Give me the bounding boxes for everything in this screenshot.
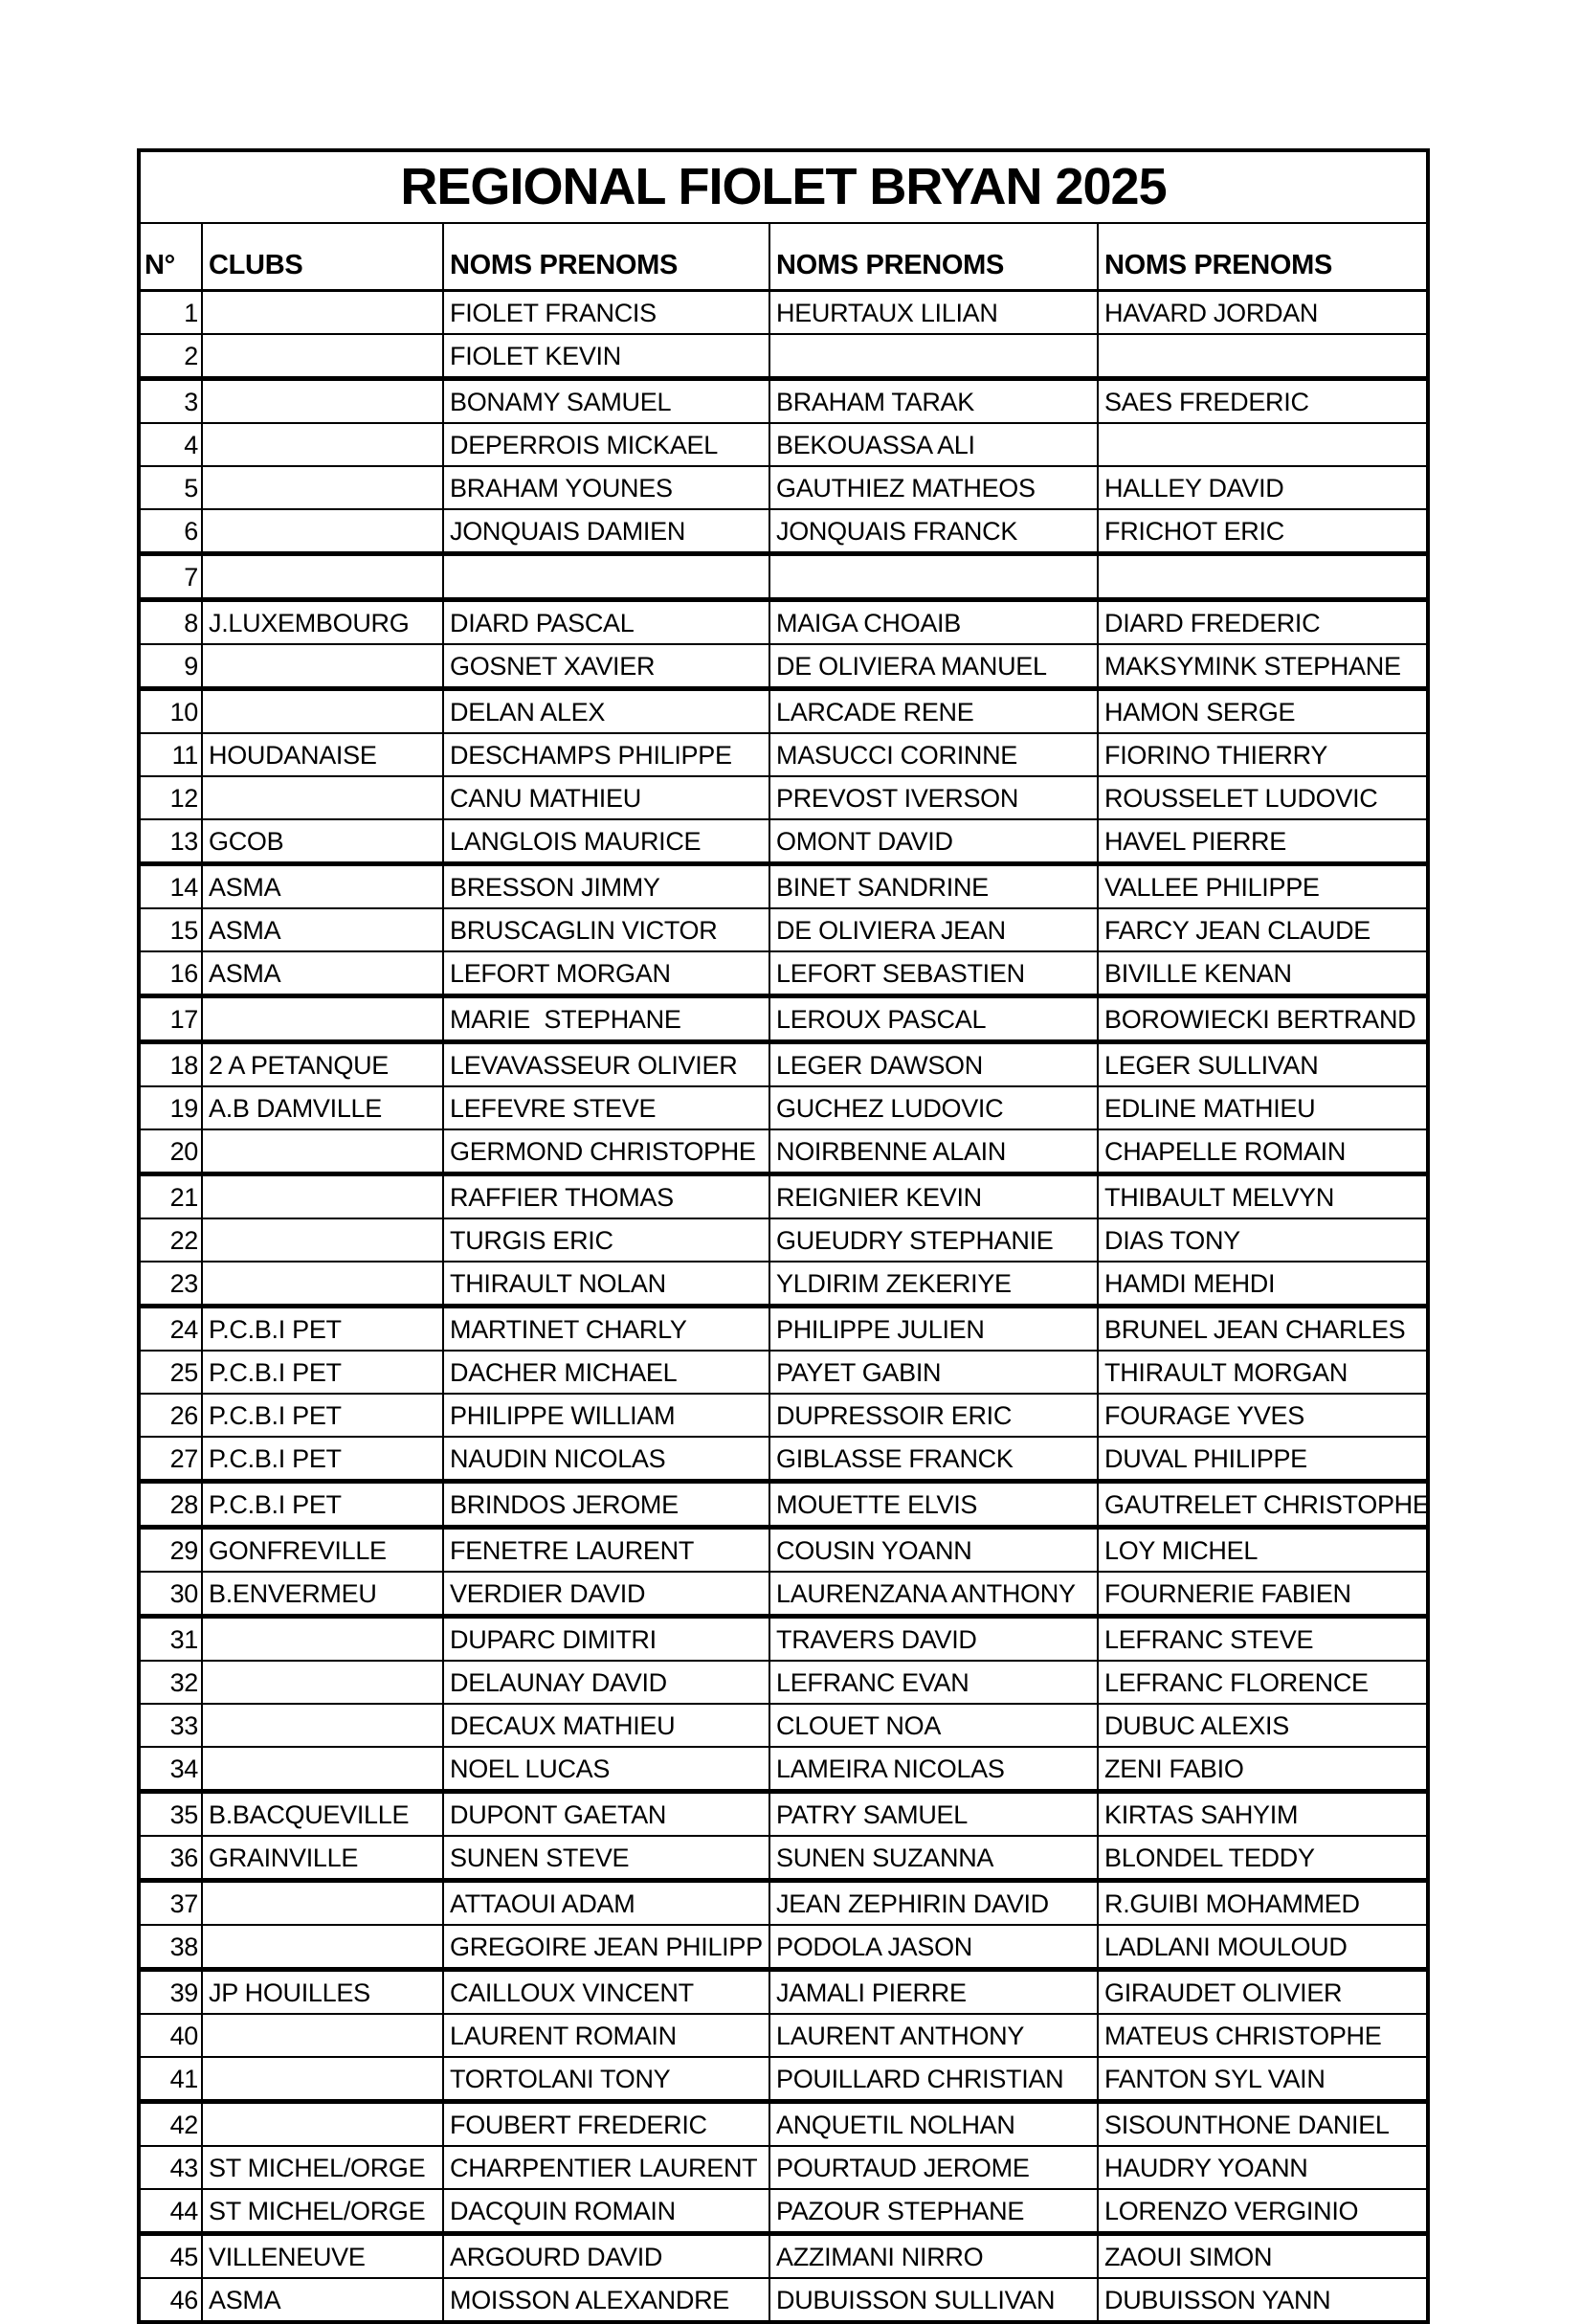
club-cell: GCOB	[202, 819, 443, 864]
club-cell	[202, 1218, 443, 1262]
player2-cell: AZZIMANI NIRRO	[769, 2234, 1098, 2279]
row-number-cell: 10	[139, 689, 202, 734]
row-number-cell: 39	[139, 1970, 202, 2015]
table-body	[139, 150, 1428, 2322]
row-number-cell: 36	[139, 1836, 202, 1881]
row-number-cell: 25	[139, 1351, 202, 1394]
player2-cell: PAYET GABIN	[769, 1351, 1098, 1394]
row-number-cell: 30	[139, 1572, 202, 1617]
club-cell: HOUDANAISE	[202, 733, 443, 776]
club-cell	[202, 423, 443, 466]
row-number-cell: 12	[139, 776, 202, 819]
player1-cell: DELAUNAY DAVID	[443, 1661, 769, 1704]
club-cell	[202, 1661, 443, 1704]
club-cell: B.BACQUEVILLE	[202, 1792, 443, 1837]
club-cell: GONFREVILLE	[202, 1528, 443, 1573]
player1-cell: FIOLET FRANCIS	[443, 291, 769, 335]
table-row	[139, 423, 1428, 466]
player1-cell: CAILLOUX VINCENT	[443, 1970, 769, 2015]
player1-cell: LEVAVASSEUR OLIVIER	[443, 1042, 769, 1087]
player2-cell: ANQUETIL NOLHAN	[769, 2102, 1098, 2147]
club-cell	[202, 291, 443, 335]
row-number-cell: 42	[139, 2102, 202, 2147]
player1-cell: DACHER MICHAEL	[443, 1351, 769, 1394]
player3-cell: CHAPELLE ROMAIN	[1098, 1129, 1428, 1174]
player3-cell: THIBAULT MELVYN	[1098, 1174, 1428, 1219]
club-cell	[202, 1925, 443, 1970]
club-cell	[202, 644, 443, 689]
row-number-cell: 4	[139, 423, 202, 466]
table-row	[139, 554, 1428, 600]
player2-cell: BINET SANDRINE	[769, 864, 1098, 909]
player3-cell: DIARD FREDERIC	[1098, 600, 1428, 645]
player2-cell: POUILLARD CHRISTIAN	[769, 2057, 1098, 2102]
club-cell	[202, 334, 443, 379]
club-cell	[202, 996, 443, 1042]
row-number-cell: 2	[139, 334, 202, 379]
player1-cell: FIOLET KEVIN	[443, 334, 769, 379]
player3-cell	[1098, 423, 1428, 466]
player3-cell	[1098, 554, 1428, 600]
player1-cell: GERMOND CHRISTOPHE	[443, 1129, 769, 1174]
row-number-cell: 19	[139, 1086, 202, 1129]
table-row	[139, 1086, 1428, 1129]
club-cell: B.ENVERMEU	[202, 1572, 443, 1617]
player3-cell: HAMON SERGE	[1098, 689, 1428, 734]
club-cell	[202, 379, 443, 424]
player1-cell: RAFFIER THOMAS	[443, 1174, 769, 1219]
row-number-cell: 29	[139, 1528, 202, 1573]
player3-cell: BIVILLE KENAN	[1098, 951, 1428, 996]
row-number-cell: 5	[139, 466, 202, 509]
player1-cell: FENETRE LAURENT	[443, 1528, 769, 1573]
player1-cell: ATTAOUI ADAM	[443, 1881, 769, 1926]
club-cell: ST MICHEL/ORGE	[202, 2189, 443, 2234]
table-row	[139, 1307, 1428, 1352]
player2-cell: MOUETTE ELVIS	[769, 1482, 1098, 1528]
player2-cell: HEURTAUX LILIAN	[769, 291, 1098, 335]
club-cell	[202, 466, 443, 509]
table-row	[139, 776, 1428, 819]
table-row	[139, 466, 1428, 509]
player3-cell: DUVAL PHILIPPE	[1098, 1437, 1428, 1482]
row-number-cell: 9	[139, 644, 202, 689]
table-row	[139, 689, 1428, 734]
row-number-cell: 34	[139, 1747, 202, 1792]
row-number-cell: 46	[139, 2278, 202, 2322]
club-cell	[202, 1617, 443, 1662]
club-cell: ASMA	[202, 951, 443, 996]
player2-cell: TRAVERS DAVID	[769, 1617, 1098, 1662]
player3-cell: GAUTRELET CHRISTOPHE	[1098, 1482, 1428, 1528]
club-cell: P.C.B.I PET	[202, 1351, 443, 1394]
player2-cell: PREVOST IVERSON	[769, 776, 1098, 819]
row-number-cell: 27	[139, 1437, 202, 1482]
player2-cell	[769, 334, 1098, 379]
club-cell	[202, 2057, 443, 2102]
player3-cell: FRICHOT ERIC	[1098, 509, 1428, 554]
player2-cell: DUPRESSOIR ERIC	[769, 1394, 1098, 1437]
player1-cell: BRUSCAGLIN VICTOR	[443, 908, 769, 951]
player3-cell: HAVARD JORDAN	[1098, 291, 1428, 335]
player2-cell: PHILIPPE JULIEN	[769, 1307, 1098, 1352]
row-number-cell: 24	[139, 1307, 202, 1352]
table-row	[139, 1881, 1428, 1926]
player2-cell	[769, 554, 1098, 600]
player3-cell: LADLANI MOULOUD	[1098, 1925, 1428, 1970]
player3-cell: EDLINE MATHIEU	[1098, 1086, 1428, 1129]
table-row	[139, 996, 1428, 1042]
row-number-cell: 1	[139, 291, 202, 335]
club-cell: J.LUXEMBOURG	[202, 600, 443, 645]
player1-cell: NAUDIN NICOLAS	[443, 1437, 769, 1482]
column-header-number: N°	[139, 223, 202, 291]
player3-cell: GIRAUDET OLIVIER	[1098, 1970, 1428, 2015]
club-cell: ASMA	[202, 864, 443, 909]
club-cell	[202, 554, 443, 600]
player3-cell: BLONDEL TEDDY	[1098, 1836, 1428, 1881]
player2-cell: MAIGA CHOAIB	[769, 600, 1098, 645]
table-row	[139, 1792, 1428, 1837]
player1-cell: PHILIPPE WILLIAM	[443, 1394, 769, 1437]
club-cell	[202, 1747, 443, 1792]
player2-cell: LAURENZANA ANTHONY	[769, 1572, 1098, 1617]
club-cell: A.B DAMVILLE	[202, 1086, 443, 1129]
club-cell: ASMA	[202, 908, 443, 951]
player1-cell: DACQUIN ROMAIN	[443, 2189, 769, 2234]
table-row	[139, 1661, 1428, 1704]
player3-cell: LEFRANC FLORENCE	[1098, 1661, 1428, 1704]
player1-cell: BONAMY SAMUEL	[443, 379, 769, 424]
table-row	[139, 1970, 1428, 2015]
player2-cell: DE OLIVIERA MANUEL	[769, 644, 1098, 689]
player1-cell: TORTOLANI TONY	[443, 2057, 769, 2102]
table-row	[139, 2057, 1428, 2102]
table-row	[139, 2234, 1428, 2279]
table-row	[139, 2189, 1428, 2234]
row-number-cell: 18	[139, 1042, 202, 1087]
table-row	[139, 1262, 1428, 1307]
player1-cell: CHARPENTIER LAURENT	[443, 2146, 769, 2189]
table-row	[139, 600, 1428, 645]
club-cell	[202, 1704, 443, 1747]
club-cell	[202, 689, 443, 734]
player1-cell: BRESSON JIMMY	[443, 864, 769, 909]
table-row	[139, 1617, 1428, 1662]
table-row	[139, 1437, 1428, 1482]
row-number-cell: 37	[139, 1881, 202, 1926]
player3-cell: VALLEE PHILIPPE	[1098, 864, 1428, 909]
player3-cell: FIORINO THIERRY	[1098, 733, 1428, 776]
player2-cell: GIBLASSE FRANCK	[769, 1437, 1098, 1482]
table-row	[139, 379, 1428, 424]
player2-cell: GUEUDRY STEPHANIE	[769, 1218, 1098, 1262]
player3-cell: KIRTAS SAHYIM	[1098, 1792, 1428, 1837]
player2-cell: COUSIN YOANN	[769, 1528, 1098, 1573]
club-cell: ST MICHEL/ORGE	[202, 2146, 443, 2189]
row-number-cell: 38	[139, 1925, 202, 1970]
player3-cell: ZENI FABIO	[1098, 1747, 1428, 1792]
club-cell	[202, 1262, 443, 1307]
row-number-cell: 43	[139, 2146, 202, 2189]
player2-cell: LAURENT ANTHONY	[769, 2014, 1098, 2057]
table-row	[139, 864, 1428, 909]
player2-cell: BEKOUASSA ALI	[769, 423, 1098, 466]
player2-cell: MASUCCI CORINNE	[769, 733, 1098, 776]
table-row	[139, 1042, 1428, 1087]
row-number-cell: 15	[139, 908, 202, 951]
table-row	[139, 733, 1428, 776]
player3-cell: LEGER SULLIVAN	[1098, 1042, 1428, 1087]
club-cell	[202, 1881, 443, 1926]
player1-cell	[443, 554, 769, 600]
table-row	[139, 2102, 1428, 2147]
row-number-cell: 33	[139, 1704, 202, 1747]
player2-cell: POURTAUD JEROME	[769, 2146, 1098, 2189]
row-number-cell: 23	[139, 1262, 202, 1307]
player2-cell: DUBUISSON SULLIVAN	[769, 2278, 1098, 2322]
club-cell: ASMA	[202, 2278, 443, 2322]
row-number-cell: 45	[139, 2234, 202, 2279]
player1-cell: DECAUX MATHIEU	[443, 1704, 769, 1747]
player2-cell: PAZOUR STEPHANE	[769, 2189, 1098, 2234]
player1-cell: NOEL LUCAS	[443, 1747, 769, 1792]
club-cell: P.C.B.I PET	[202, 1482, 443, 1528]
table-row	[139, 2278, 1428, 2322]
club-cell	[202, 776, 443, 819]
player1-cell: DIARD PASCAL	[443, 600, 769, 645]
player1-cell: GOSNET XAVIER	[443, 644, 769, 689]
player2-cell: JONQUAIS FRANCK	[769, 509, 1098, 554]
player3-cell: THIRAULT MORGAN	[1098, 1351, 1428, 1394]
player2-cell: YLDIRIM ZEKERIYE	[769, 1262, 1098, 1307]
player2-cell: GAUTHIEZ MATHEOS	[769, 466, 1098, 509]
player2-cell: REIGNIER KEVIN	[769, 1174, 1098, 1219]
player2-cell: BRAHAM TARAK	[769, 379, 1098, 424]
player3-cell: FANTON SYL VAIN	[1098, 2057, 1428, 2102]
player1-cell: LEFORT MORGAN	[443, 951, 769, 996]
player1-cell: MARTINET CHARLY	[443, 1307, 769, 1352]
player2-cell: JEAN ZEPHIRIN DAVID	[769, 1881, 1098, 1926]
player1-cell: THIRAULT NOLAN	[443, 1262, 769, 1307]
player2-cell: LEFRANC EVAN	[769, 1661, 1098, 1704]
player1-cell: MARIE STEPHANE	[443, 996, 769, 1042]
column-header-player3: NOMS PRENOMS	[1098, 223, 1428, 291]
header-row	[139, 223, 1428, 291]
player2-cell: GUCHEZ LUDOVIC	[769, 1086, 1098, 1129]
player1-cell: DELAN ALEX	[443, 689, 769, 734]
club-cell	[202, 2102, 443, 2147]
club-cell	[202, 2014, 443, 2057]
player1-cell: LEFEVRE STEVE	[443, 1086, 769, 1129]
player1-cell: DESCHAMPS PHILIPPE	[443, 733, 769, 776]
player3-cell: SAES FREDERIC	[1098, 379, 1428, 424]
club-cell: P.C.B.I PET	[202, 1394, 443, 1437]
row-number-cell: 3	[139, 379, 202, 424]
table-row	[139, 334, 1428, 379]
table-row	[139, 1174, 1428, 1219]
row-number-cell: 26	[139, 1394, 202, 1437]
player1-cell: CANU MATHIEU	[443, 776, 769, 819]
player1-cell: SUNEN STEVE	[443, 1836, 769, 1881]
player1-cell: LANGLOIS MAURICE	[443, 819, 769, 864]
player2-cell: CLOUET NOA	[769, 1704, 1098, 1747]
table-row	[139, 1218, 1428, 1262]
player3-cell: LOY MICHEL	[1098, 1528, 1428, 1573]
player2-cell: DE OLIVIERA JEAN	[769, 908, 1098, 951]
row-number-cell: 31	[139, 1617, 202, 1662]
table-row	[139, 1925, 1428, 1970]
player3-cell: R.GUIBI MOHAMMED	[1098, 1881, 1428, 1926]
player3-cell: LEFRANC STEVE	[1098, 1617, 1428, 1662]
club-cell	[202, 1174, 443, 1219]
player3-cell: HAUDRY YOANN	[1098, 2146, 1428, 2189]
player1-cell: GREGOIRE JEAN PHILIPP	[443, 1925, 769, 1970]
row-number-cell: 16	[139, 951, 202, 996]
player3-cell: MAKSYMINK STEPHANE	[1098, 644, 1428, 689]
player1-cell: JONQUAIS DAMIEN	[443, 509, 769, 554]
row-number-cell: 6	[139, 509, 202, 554]
club-cell	[202, 1129, 443, 1174]
table-row	[139, 1351, 1428, 1394]
table-row	[139, 644, 1428, 689]
row-number-cell: 35	[139, 1792, 202, 1837]
player1-cell: BRAHAM YOUNES	[443, 466, 769, 509]
row-number-cell: 40	[139, 2014, 202, 2057]
title-row	[139, 150, 1428, 223]
row-number-cell: 22	[139, 1218, 202, 1262]
player3-cell: HAMDI MEHDI	[1098, 1262, 1428, 1307]
player2-cell: SUNEN SUZANNA	[769, 1836, 1098, 1881]
player2-cell: LEFORT SEBASTIEN	[769, 951, 1098, 996]
player1-cell: FOUBERT FREDERIC	[443, 2102, 769, 2147]
row-number-cell: 13	[139, 819, 202, 864]
column-header-player1: NOMS PRENOMS	[443, 223, 769, 291]
row-number-cell: 7	[139, 554, 202, 600]
player2-cell: NOIRBENNE ALAIN	[769, 1129, 1098, 1174]
player3-cell: FARCY JEAN CLAUDE	[1098, 908, 1428, 951]
player3-cell: SISOUNTHONE DANIEL	[1098, 2102, 1428, 2147]
table-row	[139, 908, 1428, 951]
row-number-cell: 17	[139, 996, 202, 1042]
club-cell: VILLENEUVE	[202, 2234, 443, 2279]
player1-cell: ARGOURD DAVID	[443, 2234, 769, 2279]
table-row	[139, 1528, 1428, 1573]
club-cell: JP HOUILLES	[202, 1970, 443, 2015]
player1-cell: BRINDOS JEROME	[443, 1482, 769, 1528]
table-row	[139, 2014, 1428, 2057]
player3-cell	[1098, 334, 1428, 379]
player2-cell: JAMALI PIERRE	[769, 1970, 1098, 2015]
player3-cell: HAVEL PIERRE	[1098, 819, 1428, 864]
table-row	[139, 1129, 1428, 1174]
player3-cell: DUBUC ALEXIS	[1098, 1704, 1428, 1747]
row-number-cell: 44	[139, 2189, 202, 2234]
table-row	[139, 1704, 1428, 1747]
player3-cell: ROUSSELET LUDOVIC	[1098, 776, 1428, 819]
player1-cell: LAURENT ROMAIN	[443, 2014, 769, 2057]
player2-cell: LEROUX PASCAL	[769, 996, 1098, 1042]
row-number-cell: 32	[139, 1661, 202, 1704]
player1-cell: VERDIER DAVID	[443, 1572, 769, 1617]
player3-cell: FOURAGE YVES	[1098, 1394, 1428, 1437]
player3-cell: ZAOUI SIMON	[1098, 2234, 1428, 2279]
club-cell: P.C.B.I PET	[202, 1437, 443, 1482]
row-number-cell: 20	[139, 1129, 202, 1174]
table-row	[139, 1394, 1428, 1437]
table-row	[139, 1836, 1428, 1881]
player1-cell: DUPARC DIMITRI	[443, 1617, 769, 1662]
player3-cell: DIAS TONY	[1098, 1218, 1428, 1262]
page-title: REGIONAL FIOLET BRYAN 2025	[139, 150, 1428, 223]
player3-cell: MATEUS CHRISTOPHE	[1098, 2014, 1428, 2057]
table-row	[139, 819, 1428, 864]
row-number-cell: 14	[139, 864, 202, 909]
player3-cell: DUBUISSON YANN	[1098, 2278, 1428, 2322]
row-number-cell: 11	[139, 733, 202, 776]
row-number-cell: 28	[139, 1482, 202, 1528]
table-row	[139, 1572, 1428, 1617]
player3-cell: FOURNERIE FABIEN	[1098, 1572, 1428, 1617]
club-cell: GRAINVILLE	[202, 1836, 443, 1881]
club-cell	[202, 509, 443, 554]
column-header-player2: NOMS PRENOMS	[769, 223, 1098, 291]
table-row	[139, 509, 1428, 554]
club-cell: 2 A PETANQUE	[202, 1042, 443, 1087]
table-row	[139, 2146, 1428, 2189]
player2-cell: LEGER DAWSON	[769, 1042, 1098, 1087]
player2-cell: LARCADE RENE	[769, 689, 1098, 734]
player1-cell: DUPONT GAETAN	[443, 1792, 769, 1837]
table-row	[139, 1747, 1428, 1792]
table-row	[139, 951, 1428, 996]
player3-cell: BOROWIECKI BERTRAND	[1098, 996, 1428, 1042]
row-number-cell: 41	[139, 2057, 202, 2102]
player2-cell: PODOLA JASON	[769, 1925, 1098, 1970]
player3-cell: LORENZO VERGINIO	[1098, 2189, 1428, 2234]
row-number-cell: 8	[139, 600, 202, 645]
player1-cell: MOISSON ALEXANDRE	[443, 2278, 769, 2322]
player2-cell: LAMEIRA NICOLAS	[769, 1747, 1098, 1792]
club-cell: P.C.B.I PET	[202, 1307, 443, 1352]
player2-cell: PATRY SAMUEL	[769, 1792, 1098, 1837]
player1-cell: TURGIS ERIC	[443, 1218, 769, 1262]
table-row	[139, 291, 1428, 335]
column-header-clubs: CLUBS	[202, 223, 443, 291]
player3-cell: HALLEY DAVID	[1098, 466, 1428, 509]
player1-cell: DEPERROIS MICKAEL	[443, 423, 769, 466]
player2-cell: OMONT DAVID	[769, 819, 1098, 864]
roster-table	[137, 148, 1430, 2324]
player3-cell: BRUNEL JEAN CHARLES	[1098, 1307, 1428, 1352]
table-row	[139, 1482, 1428, 1528]
row-number-cell: 21	[139, 1174, 202, 1219]
